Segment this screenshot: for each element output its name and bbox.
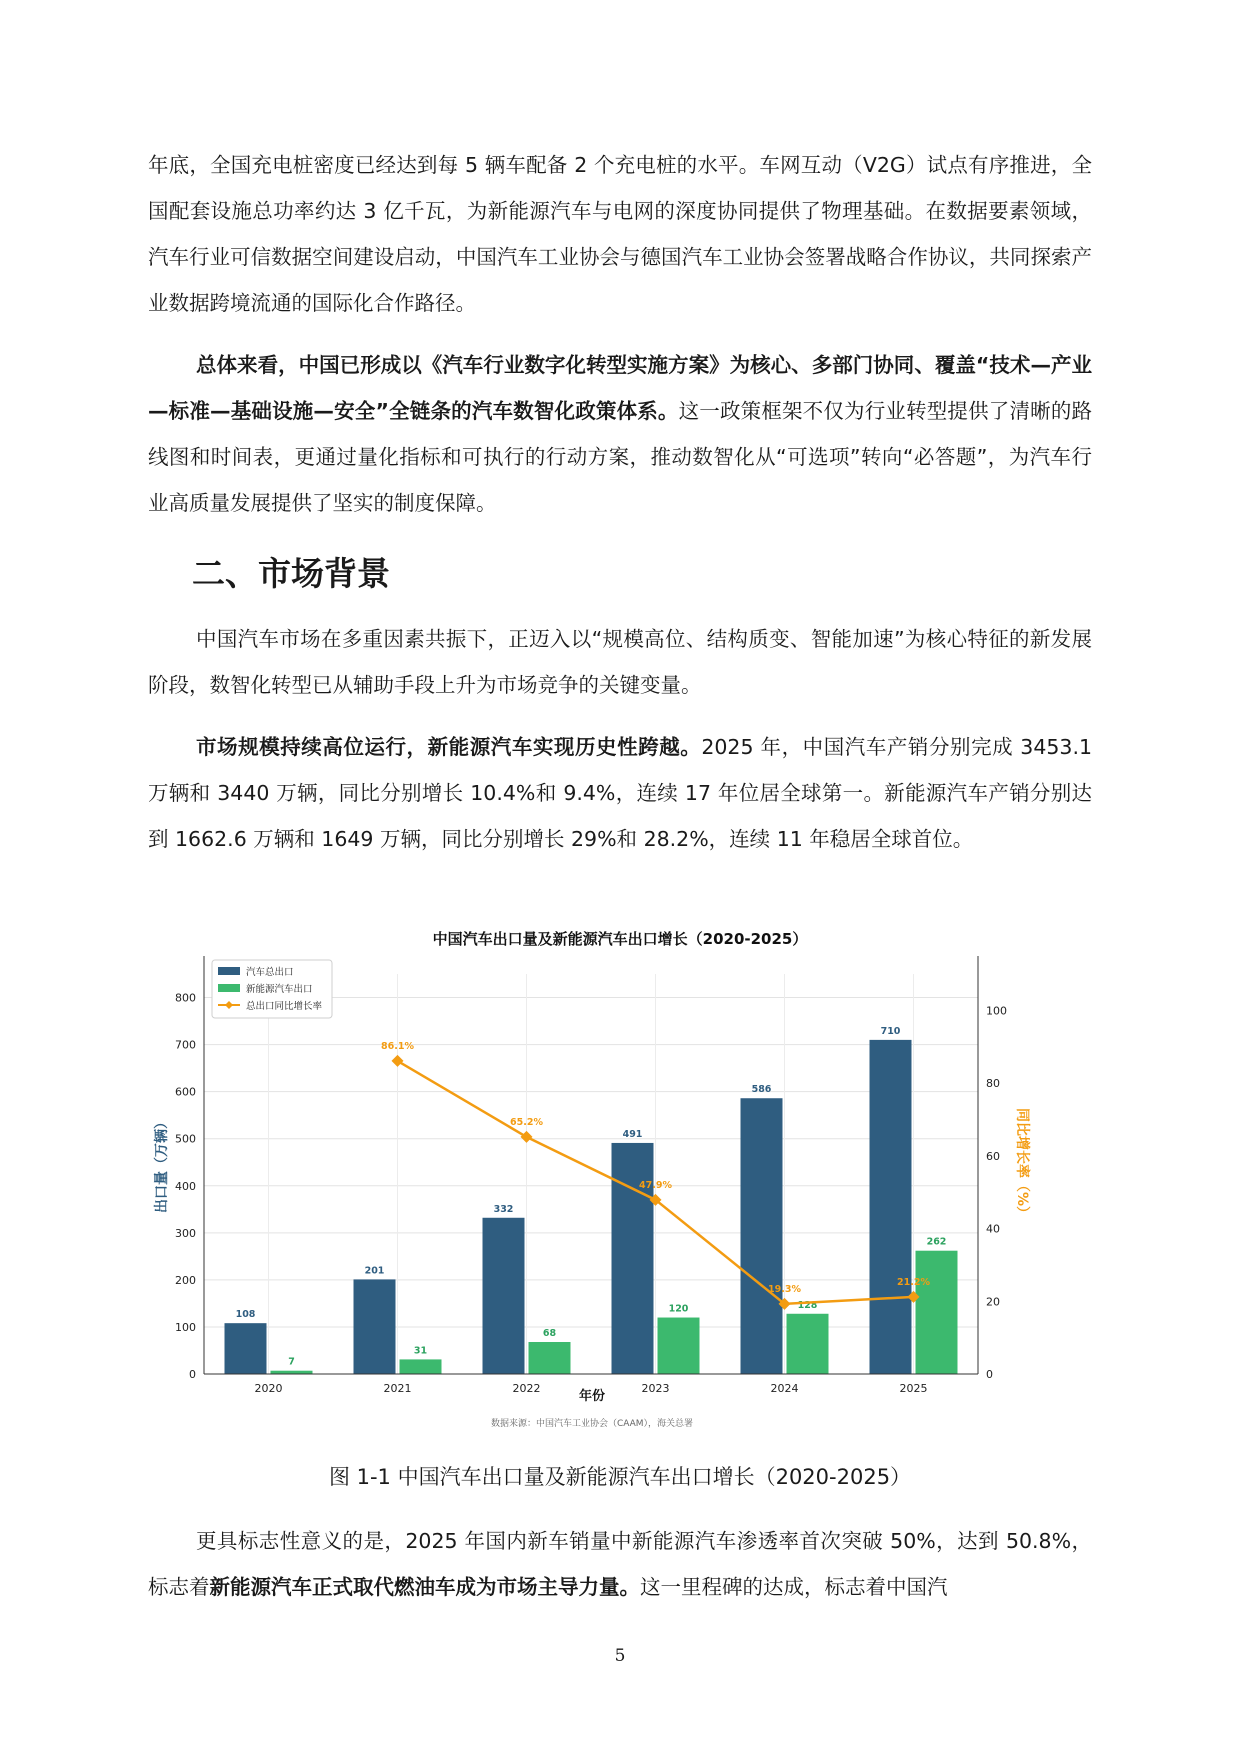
chart-bar [483,1218,525,1374]
paragraph-summary [148,342,1092,526]
chart-x-tick-label: 2024 [770,1382,799,1395]
paragraph-penetration-a: 更具标志性意义的是，2025 年国内新车销量中新能源汽车渗透率首次突破 50%，达到 50.8%，标志着 [148,1529,1092,1599]
paragraph-market-intro [148,616,1092,708]
chart-y-right-tick-label: 0 [986,1368,993,1381]
chart-x-tick-label: 2023 [641,1382,670,1395]
chart-bar-label: 586 [751,1084,772,1096]
paragraph-charging-text: 年底，全国充电桩密度已经达到每 5 辆车配备 2 个充电桩的水平。车网互动（V2G）试点有序推进，全国配套设施总功率约达 3 亿千瓦，为新能源汽车与电网的深度协同提供了物理基础。在数据要素领域，汽车行业可信数据空间建设启动，中国汽车工业协会与德国汽车工业协会签署战略合作协议，共同探索产业数据跨境流通的国际化合作路径。 [148,153,1092,315]
chart-growth-point [392,1055,404,1067]
chart-legend-label: 新能源汽车出口 [246,984,313,995]
chart-y-axis-label: 出口量（万辆） [154,1115,170,1213]
chart-growth-label: 19.3% [768,1283,801,1295]
chart-bar [529,1342,571,1374]
chart-legend-swatch [218,967,240,975]
paragraph-market-intro-text: 中国汽车市场在多重因素共振下，正迈入以“规模高位、结构质变、智能加速”为核心特征的新发展阶段，数智化转型已从辅助手段上升为市场竞争的关键变量。 [148,627,1092,697]
chart-y-axis-right-label: 同比增长率（%） [1014,1107,1030,1221]
export-chart [150,918,1090,1438]
chart-bar [225,1323,267,1374]
chart-x-tick-label: 2021 [383,1382,412,1395]
chart-y-tick-label: 800 [175,991,196,1005]
section-heading: 二、市场背景 [192,554,390,593]
paragraph-summary-bold: 总体来看，中国已形成以《汽车行业数字化转型实施方案》为核心、多部门协同、覆盖“技术—产业—标准—基础设施—安全”全链条的汽车数智化政策体系。 [148,353,1092,423]
chart-x-axis-label: 年份 [578,1389,606,1404]
chart-bar [354,1279,396,1374]
chart-y-right-tick-label: 100 [986,1004,1007,1018]
chart-y-tick-label: 400 [175,1179,196,1193]
chart-legend-label: 汽车总出口 [246,967,294,978]
chart-source-note: 数据来源：中国汽车工业协会（CAAM），海关总署 [490,1419,694,1429]
chart-y-tick-label: 700 [175,1038,196,1052]
chart-y-tick-label: 500 [175,1132,196,1146]
chart-y-tick-label: 300 [175,1226,196,1240]
paragraph-market-scale [148,724,1092,862]
chart-bar-label: 128 [797,1299,818,1311]
chart-bar-label: 108 [235,1309,256,1321]
paragraph-summary-rest: 这一政策框架不仅为行业转型提供了清晰的路线图和时间表，更通过量化指标和可执行的行动方案，推动数智化从“可选项”转向“必答题”，为汽车行业高质量发展提供了坚实的制度保障。 [148,399,1092,515]
chart-y-tick-label: 600 [175,1085,196,1099]
page-number: 5 [614,1646,626,1666]
chart-bar-label: 710 [880,1025,901,1037]
chart-bar-label: 332 [493,1203,514,1215]
chart-x-tick-label: 2022 [512,1382,541,1395]
chart-bar [916,1251,958,1374]
chart-y-right-tick-label: 20 [986,1295,1000,1309]
chart-bar-label: 7 [288,1356,295,1368]
chart-legend-label: 总出口同比增长率 [246,1001,323,1012]
paragraph-penetration-bold: 新能源汽车正式取代燃油车成为市场主导力量。 [209,1575,640,1599]
chart-growth-label: 65.2% [510,1116,543,1128]
chart-y-tick-label: 100 [175,1320,196,1334]
chart-bar-label: 31 [413,1345,428,1357]
chart-x-tick-label: 2020 [254,1382,283,1395]
chart-growth-point [521,1131,533,1143]
chart-bar [612,1143,654,1374]
chart-bar-label: 201 [364,1265,385,1277]
chart-x-tick-label: 2025 [899,1382,928,1395]
chart-y-tick-label: 0 [189,1368,196,1381]
chart-bar [870,1040,912,1374]
chart-bar-label: 120 [668,1303,689,1315]
paragraph-penetration-c: 这一里程碑的达成，标志着中国汽 [640,1575,948,1599]
paragraph-market-scale-rest: 2025 年，中国汽车产销分别完成 3453.1 万辆和 3440 万辆，同比分别增长 10.4%和 9.4%，连续 17 年位居全球第一。新能源汽车产销分别达到 1662.6 万辆和 1649 万辆，同比分别增长 29%和 28.2%，连续 11 年稳居全球首位。 [148,735,1093,851]
chart-bar [741,1098,783,1374]
chart-bar-label: 68 [542,1328,557,1339]
chart-y-right-tick-label: 40 [986,1222,1000,1236]
chart-growth-label: 47.9% [639,1179,672,1191]
chart-bar-label: 262 [926,1236,947,1248]
export-chart-figure [150,918,1090,1438]
chart-bar [787,1314,829,1374]
chart-y-right-tick-label: 60 [986,1149,1000,1163]
chart-bar [658,1318,700,1374]
chart-bar [400,1359,442,1374]
chart-bar-label: 491 [622,1128,643,1140]
chart-y-tick-label: 200 [175,1273,196,1287]
chart-y-right-tick-label: 80 [986,1077,1000,1091]
paragraph-charging [148,142,1092,326]
chart-legend-swatch [218,984,240,992]
figure-caption: 图 1-1 中国汽车出口量及新能源汽车出口增长（2020-2025） [328,1465,912,1489]
chart-legend [212,960,332,1018]
paragraph-market-scale-bold: 市场规模持续高位运行，新能源汽车实现历史性跨越。 [196,735,702,759]
chart-growth-label: 86.1% [381,1040,414,1052]
paragraph-penetration [148,1518,1092,1610]
chart-growth-label: 21.2% [897,1276,930,1288]
chart-title: 中国汽车出口量及新能源汽车出口增长（2020-2025） [432,930,808,948]
